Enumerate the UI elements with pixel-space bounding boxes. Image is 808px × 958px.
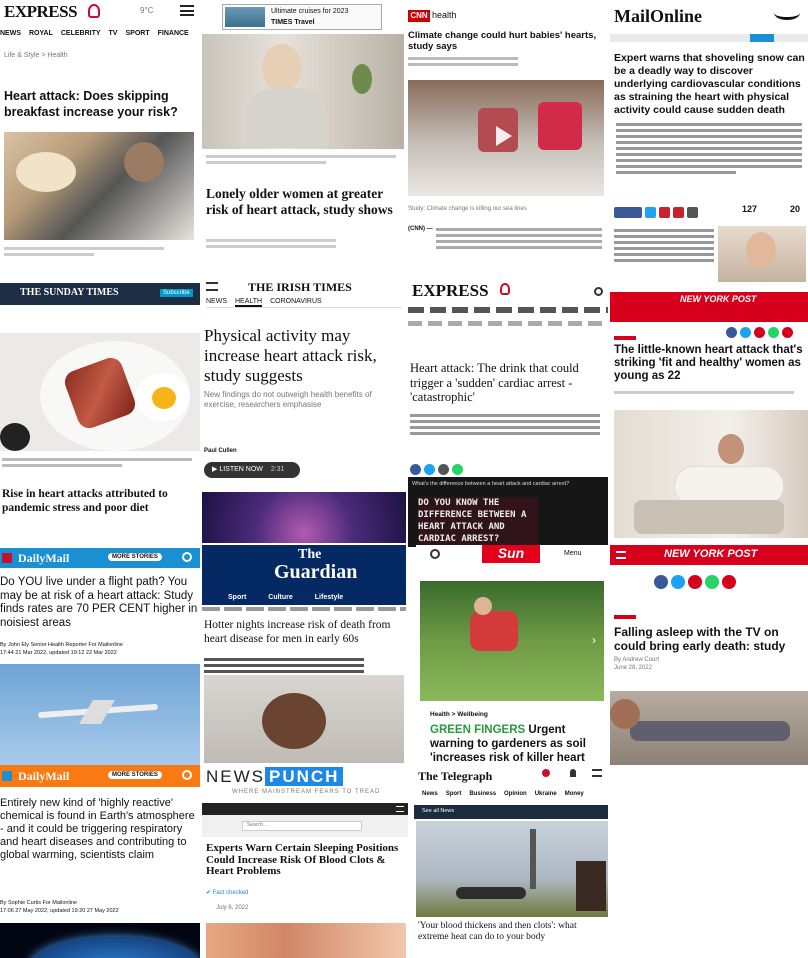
share-icons[interactable]	[654, 573, 739, 591]
bullet-lines	[616, 120, 802, 177]
headline[interactable]	[430, 723, 606, 765]
byline-lines	[614, 388, 794, 397]
cnn-logo[interactable]: CNN	[408, 10, 430, 22]
headline[interactable]: Entirely new kind of 'highly reactive' chemical is found in Earth's atmosphere - and it could be triggering respiratory and heart diseases and contributing to global warming, scientists claim	[0, 797, 195, 861]
byline-lines	[206, 236, 336, 251]
account-icon[interactable]	[570, 769, 576, 777]
headline[interactable]: Heart attack: Does skipping breakfast increase your risk?	[4, 89, 178, 119]
fact-check-label: Fact checked	[212, 890, 249, 896]
headline[interactable]: Expert warns that shoveling snow can be a deadly way to discover underlying cardiovascular conditions as straining the heart with physical activity could cause sudden death	[614, 52, 805, 116]
gardener-image	[420, 581, 604, 701]
nypost-logo[interactable]: NEW YORK POST	[664, 548, 758, 560]
search-icon[interactable]	[182, 770, 192, 780]
woman-chest-pain-image	[614, 410, 808, 538]
nav-strip	[610, 34, 808, 42]
twitter-icon[interactable]	[645, 207, 656, 218]
sleeping-on-couch-image	[610, 691, 808, 765]
whatsapp-icon[interactable]	[452, 464, 463, 475]
standfirst-lines	[410, 411, 600, 438]
more-stories-button[interactable]: MORE STORIES	[108, 771, 162, 779]
share-icons[interactable]	[726, 324, 796, 342]
whatsapp-icon[interactable]	[768, 327, 779, 338]
telegraph-nav	[422, 791, 592, 797]
nav-item[interactable]: Sport	[445, 791, 462, 797]
dateline: (CNN) —	[408, 226, 433, 232]
tagline: WHERE MAINSTREAM FEARS TO TREAD	[232, 789, 381, 795]
london-heat-image	[416, 821, 608, 917]
guardian-logo-guardian[interactable]: Guardian	[274, 561, 358, 583]
nav-item[interactable]: CORONAVIRUS	[270, 298, 322, 305]
menu-icon[interactable]	[2, 553, 12, 563]
bird-icon	[774, 6, 800, 20]
irish-times-logo[interactable]: THE IRISH TIMES	[248, 280, 352, 294]
menu-icon[interactable]	[396, 806, 404, 812]
older-woman-image	[202, 34, 404, 149]
tile-dailymail-chemical[interactable]	[0, 765, 200, 958]
tile-express-breakfast[interactable]	[0, 0, 200, 265]
guardian-header	[202, 545, 406, 591]
tile-nypost-women[interactable]	[610, 292, 808, 542]
carousel-next-icon[interactable]: ›	[592, 633, 596, 647]
ad-text: Ultimate cruises for 2023	[271, 8, 349, 15]
nypost-logo[interactable]: NEW YORK POST	[680, 294, 757, 304]
headline-kicker: GREEN FINGERS	[430, 724, 526, 736]
share-icon[interactable]	[754, 327, 765, 338]
facebook-icon[interactable]	[654, 575, 668, 589]
expert-portrait-image	[718, 226, 806, 282]
notifications-icon[interactable]	[542, 769, 550, 777]
menu-button[interactable]: Menu	[564, 550, 582, 557]
airplane-image	[0, 664, 200, 766]
more-stories-button[interactable]: MORE STORIES	[108, 553, 162, 561]
nav-item[interactable]: SPORT	[125, 30, 150, 37]
nav-item[interactable]: News	[422, 791, 438, 797]
sleeping-man-image	[204, 675, 404, 763]
headline[interactable]: The little-known heart attack that's striking 'fit and healthy' women as young as 22	[614, 344, 803, 382]
nav-item[interactable]: Money	[564, 791, 584, 797]
share-icon[interactable]	[688, 575, 702, 589]
nav-item[interactable]: Culture	[268, 594, 293, 601]
author[interactable]: By Andrew Court	[614, 657, 660, 663]
tile-express-drink[interactable]	[408, 275, 608, 547]
twitter-icon[interactable]	[671, 575, 685, 589]
menu-icon[interactable]	[592, 769, 602, 777]
flipboard-icon[interactable]	[673, 207, 684, 218]
nav-item[interactable]: NEWS	[206, 298, 227, 305]
headline[interactable]: Heart attack: The drink that could trigger a 'sudden' cardiac arrest - 'catastrophic'	[410, 361, 579, 404]
check-icon: ✔	[206, 890, 213, 896]
nav-item[interactable]: CELEBRITY	[60, 30, 101, 37]
twitter-icon[interactable]	[740, 327, 751, 338]
nav-item[interactable]: NEWS	[0, 30, 21, 37]
article-text-lines	[436, 225, 602, 252]
guardian-logo-the[interactable]: The	[298, 547, 322, 562]
nypost-header	[610, 292, 808, 322]
caption-lines	[206, 152, 396, 167]
tile-mailonline-snow[interactable]	[610, 0, 808, 290]
dailymail-logo[interactable]: DailyMail	[18, 769, 70, 783]
image-caption: Study: Climate change is killing our sea lines	[408, 206, 527, 212]
byline[interactable]: By John Ely Senior Health Reporter For Mailonline	[0, 642, 123, 648]
pinterest-icon[interactable]	[659, 207, 670, 218]
headline[interactable]: Hotter nights increase risk of death from heart disease for men in early 60s	[204, 619, 391, 645]
nav-item[interactable]: Sport	[228, 594, 247, 601]
caption-lines	[2, 455, 192, 470]
tag-label	[614, 336, 636, 340]
search-placeholder: Search...	[242, 821, 362, 831]
nav-bar	[202, 803, 408, 815]
dailymail-header	[0, 548, 200, 568]
sunday-times-logo[interactable]: THE SUNDAY TIMES	[20, 287, 119, 298]
twitter-icon[interactable]	[424, 464, 435, 475]
tile-irish-times[interactable]	[202, 278, 406, 543]
heart-illustration-image	[202, 492, 406, 543]
dailymail-logo[interactable]: DailyMail	[18, 551, 70, 565]
video-overlay-text: DO YOU KNOW THE DIFFERENCE BETWEEN A HEART ATTACK AND CARDIAC ARREST?	[418, 497, 538, 545]
breadcrumb[interactable]: Life & Style > Health	[4, 52, 68, 59]
play-icon[interactable]	[496, 126, 512, 146]
sun-logo[interactable]: Sun	[482, 545, 540, 563]
search-icon[interactable]	[594, 287, 603, 296]
standfirst-lines	[204, 655, 364, 676]
email-icon[interactable]	[782, 327, 793, 338]
section-bar[interactable]	[414, 805, 608, 819]
nav-item[interactable]: Opinion	[504, 791, 527, 797]
telegraph-logo[interactable]: The Telegraph	[418, 769, 493, 783]
nav-item[interactable]: Business	[469, 791, 497, 797]
tile-guardian[interactable]	[202, 545, 406, 763]
section-label[interactable]: health	[432, 10, 457, 20]
facebook-icon[interactable]	[726, 327, 737, 338]
tile-cnn-climate[interactable]	[406, 0, 608, 272]
email-icon[interactable]	[438, 464, 449, 475]
sunday-times-header	[0, 283, 200, 305]
tile-nypost-tv[interactable]	[610, 545, 808, 765]
breadcrumb-strip	[408, 321, 608, 326]
whatsapp-icon[interactable]	[705, 575, 719, 589]
headline[interactable]: Do YOU live under a flight path? You may be at risk of a heart attack: Study finds rates are 70 PER CENT higher in noisiest areas	[0, 576, 198, 629]
comment-count: 20	[790, 204, 801, 214]
headline[interactable]: Falling asleep with the TV on could bring early death: study	[614, 625, 786, 653]
caption-lines	[4, 244, 164, 259]
search-input[interactable]	[202, 815, 408, 837]
headline-text: Urgent warning to gardeners as soil 'increases risk of killer heart	[430, 724, 586, 764]
byline[interactable]: By Sophie Curtis For Mailonline	[0, 900, 78, 906]
menu-icon[interactable]	[616, 551, 626, 559]
headline[interactable]: Climate change could hurt babies' hearts, study says	[408, 30, 597, 52]
headline[interactable]: Lonely older women at greater risk of heart attack, study shows	[206, 186, 393, 217]
bacon-and-egg-image	[0, 333, 200, 451]
ad-brand: TIMES Travel	[271, 19, 315, 26]
cruise-image	[225, 7, 265, 27]
tile-telegraph[interactable]	[414, 765, 608, 958]
listen-label: LISTEN NOW	[219, 466, 263, 473]
express-nav	[0, 30, 197, 37]
crown-icon	[500, 283, 510, 295]
logo-news: NEWS	[206, 767, 265, 786]
nav-item[interactable]: Lifestyle	[314, 594, 344, 601]
menu-icon[interactable]	[2, 771, 12, 781]
tile-sunday-times[interactable]	[0, 283, 200, 543]
newspunch-logo[interactable]	[206, 767, 343, 789]
nav-item[interactable]: HEALTH	[235, 298, 263, 305]
author[interactable]: Paul Cullen	[204, 448, 237, 454]
nav-item[interactable]: TV	[108, 30, 118, 37]
headline[interactable]: Physical activity may increase heart attack risk, study suggests	[204, 326, 377, 385]
menu-icon[interactable]	[180, 5, 194, 16]
sleeping-woman-image	[206, 923, 406, 958]
tile-dailymail-flightpath[interactable]	[0, 548, 200, 766]
tag-label	[614, 615, 636, 619]
search-icon[interactable]	[182, 552, 192, 562]
section-label: See all News	[422, 808, 455, 814]
tile-sun-gardeners[interactable]	[416, 545, 608, 765]
nav-item[interactable]: FINANCE	[157, 30, 189, 37]
subscribe-button[interactable]: Subscribe	[160, 289, 193, 297]
tile-times-lonely-women[interactable]	[202, 0, 404, 275]
dateline: July 6, 2022	[216, 905, 249, 911]
dailymail-header	[0, 765, 200, 787]
fact-check-badge	[206, 889, 248, 896]
nav-item[interactable]: ROYAL	[29, 30, 53, 37]
headline[interactable]: 'Your blood thickens and then clots': what extreme heat can do to your body	[418, 921, 577, 942]
dateline: 17:44 21 Mar 2022, updated 19:12 22 Mar 2022	[0, 650, 117, 656]
listen-button[interactable]	[204, 462, 300, 478]
search-icon[interactable]	[430, 549, 440, 559]
subnav-strip	[202, 607, 406, 611]
section-nav	[206, 298, 402, 308]
man-eating-breakfast-image	[4, 132, 194, 240]
email-icon[interactable]	[687, 207, 698, 218]
logo-punch: PUNCH	[265, 767, 343, 786]
byline-lines	[408, 54, 518, 69]
guardian-nav	[202, 591, 406, 605]
facebook-share-icon[interactable]	[614, 207, 642, 218]
body-lines	[614, 226, 714, 265]
locks-in-snow-image	[408, 80, 604, 196]
breadcrumb[interactable]: Health > Wellbeing	[430, 711, 488, 718]
video-title: What's the difference between a heart attack and cardiac arrest?	[412, 481, 570, 487]
crown-icon	[88, 4, 100, 18]
share-bar[interactable]	[614, 204, 806, 218]
nav-item[interactable]: Ukraine	[534, 791, 557, 797]
express-logo[interactable]: EXPRESS	[412, 281, 489, 300]
dateline: 17:06 27 May 2022, updated 19:20 27 May 2022	[0, 908, 119, 914]
listen-duration: 2:31	[270, 466, 285, 473]
standfirst: New findings do not outweigh health benefits of exercise, researchers emphasise	[204, 390, 372, 409]
dateline: June 28, 2022	[614, 665, 653, 671]
earth-from-space-image	[0, 923, 200, 958]
facebook-icon[interactable]	[410, 464, 421, 475]
nav-strip	[408, 307, 608, 313]
play-icon: ▶	[212, 466, 220, 473]
express-logo[interactable]: EXPRESS	[4, 2, 78, 21]
nypost-header	[610, 545, 808, 565]
tile-newspunch[interactable]	[202, 765, 408, 958]
video-player[interactable]	[408, 477, 608, 547]
menu-icon[interactable]	[206, 282, 218, 291]
mailonline-logo[interactable]: MailOnline	[614, 6, 703, 26]
headline[interactable]: Rise in heart attacks attributed to pandemic stress and poor diet	[2, 488, 168, 514]
headline[interactable]: Experts Warn Certain Sleeping Positions Could Increase Risk Of Blood Clots & Heart Problems	[206, 842, 399, 877]
weather-readout: 9°C	[140, 6, 154, 15]
share-count: 127	[742, 204, 758, 214]
ad-banner[interactable]	[222, 4, 382, 30]
email-icon[interactable]	[722, 575, 736, 589]
